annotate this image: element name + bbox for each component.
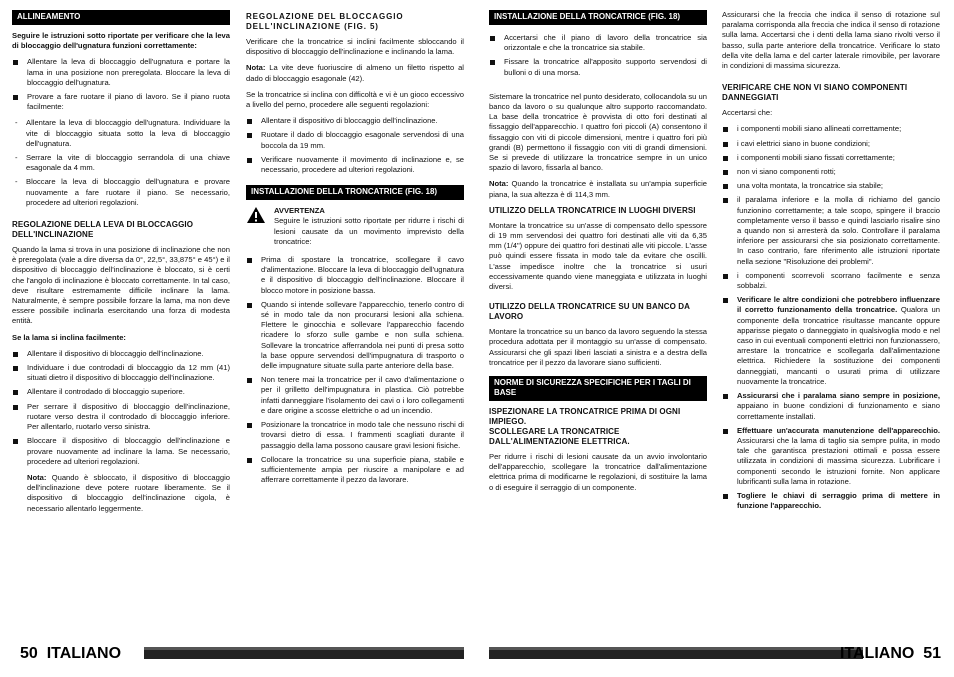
item-text: Qualora un componente della troncatrice risultasse mancante oppure apparisse piegato o danneggiato in qualsivoglia modo e nel caso in cui eventuali componenti elettrici non funzionassero, arrestare la troncatrice e scollegarla dall'alimentazione elettrica. Richiedere la sostituzione dei componenti danneggiati, mancanti o usurati prima di utilizzare nuovamente la troncatrice. <box>737 305 940 386</box>
list-item: non vi siano componenti rotti; <box>722 167 940 177</box>
paragraph: Sistemare la troncatrice nel punto desiderato, collocandola su un banco da lavoro o su qualunque altro supporto raccomandato. La base della troncatrice è provvista di otto fori destinati al fissaggio dell'apparecchio. I quattro fori piccoli (A) consentono il fissaggio con viti di piccole dimensioni, mentre i quattro fori più grandi (B) permettono il fissaggio con viti di grandi dimensioni. Se si prevede di utilizzare la troncatrice sempre in un unico spazio di lavoro, fissarla al banco. <box>489 91 707 173</box>
section-heading: VERIFICARE CHE NON VI SIANO COMPONENTI DANNEGGIATI <box>722 83 908 103</box>
warning-title: AVVERTENZA <box>274 206 325 216</box>
note-text: La vite deve fuoriuscire di almeno un filetto rispetto al dado di bloccaggio esagonale (42). <box>246 63 464 83</box>
page-number: 51 <box>923 645 941 662</box>
list-item: Verificare nuovamente il movimento di inclinazione e, se necessario, procedere ad ulteriori regolazioni. <box>246 155 464 175</box>
bullet-list <box>246 255 464 485</box>
warning-block <box>246 206 464 247</box>
footer-right <box>489 646 941 662</box>
note-label: Nota: <box>27 472 47 482</box>
note <box>489 179 707 199</box>
paragraph: Verificare che la troncatrice si inclini facilmente sbloccando il dispositivo di bloccaggio dell'inclinazione e inclinando la lama. <box>246 37 464 57</box>
list-item: i componenti mobili siano allineati correttamente; <box>722 124 940 134</box>
list-item: Fissare la troncatrice all'apposito supporto servendosi di bulloni o di una morsa. <box>489 57 707 77</box>
note-label: Nota: <box>246 63 266 73</box>
section-heading: REGOLAZIONE DELLA LEVA DI BLOCCAGGIO DELL'INCLINAZIONE <box>12 220 194 240</box>
warning-text: Seguire le istruzioni sotto riportate per ridurre i rischi di lesioni causate da un movimento imprevisto della troncatrice: <box>274 216 464 246</box>
item-lead: Verificare le altre condizioni che potrebbero influenzare il corretto funzionamento della troncatrice. <box>737 295 940 315</box>
item-text: appaiano in buone condizioni di funzionamento e siano correttamente installati. <box>737 401 940 421</box>
note <box>246 63 464 83</box>
bullet-list <box>722 124 940 511</box>
paragraph: Montare la troncatrice su un'asse di compensato dello spessore di 19 mm servendosi dei quattro fori destinati alle viti da 6,35 mm (1/4") oppure dei quattro fori destinati alle viti piccole. L'asse può quindi essere fissata in modo tale da evitare che oscilli. L'asse impedisce inoltre che la troncatrice si usuri eccessivamente quando viene maneggiata e utilizzata in luoghi diversi. <box>489 220 707 292</box>
list-item <box>722 295 940 387</box>
paragraph: Montare la troncatrice su un banco da lavoro seguendo la stessa procedura adottata per il montaggio su un'asse di compensato. Assicurarsi che gli spazi liberi lasciati a sinistra e a destra della troncatrice per il pezzo da lavorare siano sufficienti. <box>489 327 707 367</box>
section-heading: UTILIZZO DELLA TRONCATRICE IN LUOGHI DIVERSI <box>489 205 696 215</box>
list-item: il paralama inferiore e la molla di richiamo del gancio funzionino correttamente; a tale scopo, spingere il braccio completamente verso il basso e quindi lasciarlo risalire sino a quando non si arresterà da solo. Controllare il paralama inferiore per assicurarsi che sia posizionato correttamente. In caso contrario, fare riferimento alle istruzioni riportate nella sezione "Risoluzione dei problemi". <box>722 195 940 266</box>
dash-item: - Allentare la leva di bloccaggio dell'ugnatura. Individuare la vite di bloccaggio situata sotto la leva di bloccaggio dell'ugnatura. <box>12 118 230 149</box>
section-heading: UTILIZZO DELLA TRONCATRICE SU UN BANCO DA LAVORO <box>489 302 690 322</box>
bullet-list <box>12 349 230 467</box>
list-item: Collocare la troncatrice su una superficie piana, stabile e sufficientemente ampia per riuscire a manipolare e ad afferrare correttamente il pezzo da lavorare. <box>246 455 464 486</box>
list-item: Quando si intende sollevare l'apparecchio, tenerlo contro di sé in modo tale da non procurarsi lesioni alla schiena. Flettere le ginocchia e sollevare l'apparecchio facendo ricadere lo sforzo sulle gambe e non sulla schiena. Sollevare la troncatrice afferrandola nei punti di presa sotto la base oppure servendosi dell'impugnatura di trasporto o delle impugnature situate sulla parte anteriore della base. <box>246 300 464 371</box>
list-item: i componenti scorrevoli scorrano facilmente e senza sobbalzi. <box>722 271 940 291</box>
list-item: Allentare il dispositivo di bloccaggio dell'inclinazione. <box>12 349 230 359</box>
section-header-norme: NORME DI SICUREZZA SPECIFICHE PER I TAGLI DI BASE <box>489 376 707 401</box>
list-item: Togliere le chiavi di serraggio prima di mettere in funzione l'apparecchio. <box>722 491 940 511</box>
list-item <box>722 391 940 422</box>
intro-text: Seguire le istruzioni sotto riportate per verificare che la leva di bloccaggio dell'ugnatura funzioni correttamente: <box>12 31 230 51</box>
dash-item: - Bloccare la leva di bloccaggio dell'ugnatura e provare nuovamente a fare ruotare il piano. Se necessario, procedere ad ulteriori regolazioni. <box>12 177 230 208</box>
paragraph: Quando la lama si trova in una posizione di inclinazione che non è preregolata (vale a dire diversa da 0°, 22,5°, 33,875° e 45°) e il dispositivo di bloccaggio dell'inclinazione è bloccato, si è certi che l'angolo di inclinazione è bloccato correttamente. In tal caso, deve risultare estremamente difficile inclinare la lama. Naturalmente, è sempre possibile forzare la lama, ma non deve essere possibile inclinarla esercitando una forza di modesta entità. <box>12 245 230 326</box>
item-lead: Effettuare un'accurata manutenzione dell'apparecchio. <box>737 425 940 435</box>
list-item: una volta montata, la troncatrice sia stabile; <box>722 181 940 191</box>
list-item: i componenti mobili siano fissati correttamente; <box>722 153 940 163</box>
language-label: ITALIANO <box>839 645 915 662</box>
column-2 <box>246 10 464 491</box>
item-lead: Assicurarsi che i paralama siano sempre in posizione, <box>737 391 940 401</box>
list-item: Allentare la leva di bloccaggio dell'ugnatura e portare la lama in una posizione non preregolata. Bloccare la leva di bloccaggio dell'ugnatura. <box>12 57 230 88</box>
note <box>12 473 230 514</box>
dash-item: - Serrare la vite di bloccaggio serrandola di una chiave esagonale da 4 mm. <box>12 153 230 173</box>
list-item: Prima di spostare la troncatrice, scollegare il cavo d'alimentazione. Bloccare la leva di bloccaggio dell'ugnatura e il dispositivo di bloccaggio dell'inclinazione. Bloccare il blocco motore in posizione bassa. <box>246 255 464 296</box>
column-1 <box>12 10 230 518</box>
list-item: Ruotare il dado di bloccaggio esagonale servendosi di una boccola da 19 mm. <box>246 130 464 150</box>
section-heading: ISPEZIONARE LA TRONCATRICE PRIMA DI OGNI IMPIEGO. <box>489 407 681 427</box>
page-number: 50 <box>20 645 38 662</box>
section-heading: REGOLAZIONE DEL BLOCCAGGIO DELL'INCLINAZIONE (FIG. 5) <box>246 12 404 31</box>
bullet-list <box>246 116 464 175</box>
bullet-list <box>12 57 230 112</box>
list-item <box>722 426 940 487</box>
footer-rule <box>489 650 863 659</box>
item-text: Assicurarsi che la lama di taglio sia sempre pulita, in modo tale che garantisca prestazioni ottimali e possa essere utilizzata in condizioni di massima sicurezza. Lubrificare i componenti secondo le istruzioni fornite. Non applicare lubrificanti sulla lama in rotazione. <box>737 435 940 486</box>
section-header-allineamento: ALLINEAMENTO <box>12 10 230 25</box>
footer-left <box>12 646 464 662</box>
list-item: Allentare il dispositivo di bloccaggio dell'inclinazione. <box>246 116 464 126</box>
footer-rule <box>144 650 464 659</box>
note-text: Quando è sbloccato, il dispositivo di bloccaggio dell'inclinazione deve potere ruotare liberamente. Se il dispositivo di bloccaggio dell'inclinazione cigola, è necessario allentarlo leggermente. <box>27 472 230 513</box>
list-item: Accertarsi che il piano di lavoro della troncatrice sia orizzontale e che la troncatrice sia stabile. <box>489 33 707 53</box>
paragraph: Accertarsi che: <box>722 108 773 118</box>
page-footer-right-label <box>840 646 941 662</box>
section-header-installazione: INSTALLAZIONE DELLA TRONCATRICE (FIG. 18) <box>489 10 707 25</box>
section-heading: SCOLLEGARE LA TRONCATRICE DALL'ALIMENTAZIONE ELETTRICA. <box>489 427 630 447</box>
list-item: Per serrare il dispositivo di bloccaggio dell'inclinazione, ruotare verso destra il controdado di bloccaggio inferiore. Per allentarlo, ruotarlo verso sinistra. <box>12 402 230 433</box>
list-item: Provare a fare ruotare il piano di lavoro. Se il piano ruota facilmente: <box>12 92 230 112</box>
column-4 <box>722 10 940 517</box>
warning-icon <box>246 206 266 247</box>
list-item: Non tenere mai la troncatrice per il cavo d'alimentazione o per il grilletto dell'impugnatura in plastica. Ciò potrebbe infatti danneggiare l'isolamento dei cavi o i loro collegamenti e dare origine a scosse elettriche o ad un incendio. <box>246 375 464 416</box>
section-header-installazione: INSTALLAZIONE DELLA TRONCATRICE (FIG. 18) <box>246 185 464 200</box>
note-text: Quando la troncatrice è installata su un'ampia superficie piana, la sua altezza è di 114,3 mm. <box>489 179 707 199</box>
page-footer-left-label <box>20 646 121 662</box>
list-item: i cavi elettrici siano in buone condizioni; <box>722 139 940 149</box>
bullet-list <box>489 33 707 78</box>
paragraph: Per ridurre i rischi di lesioni causate da un avvio involontario dell'apparecchio, scollegare la troncatrice dall'alimentazione elettrica prima di modificarne le regolazioni, di sostituire la lama o di eseguire il serraggio di un componente. <box>489 452 707 492</box>
paragraph: Assicurarsi che la freccia che indica il senso di rotazione sul paralama corrisponda alla freccia che indica il senso di rotazione sulla lama. Accertarsi che i denti della lama siano rivolti verso il basso, sulla parte anteriore della troncatrice. Verificare lo stato della vite della lama e del carter laterale rimovibile, per lavorare in condizioni di massima sicurezza. <box>722 10 940 71</box>
list-item: Allentare il controdado di bloccaggio superiore. <box>12 387 230 397</box>
column-3 <box>489 10 707 499</box>
list-item: Individuare i due controdadi di bloccaggio da 12 mm (41) situati dietro il dispositivo di bloccaggio dell'inclinazione. <box>12 363 230 383</box>
list-item: Posizionare la troncatrice in modo tale che nessuno rischi di trovarsi dietro di essa. I frammenti scagliati durante il passaggio della lama possono causare gravi lesioni fisiche. <box>246 420 464 451</box>
sub-heading: Se la lama si inclina facilmente: <box>12 332 126 342</box>
note-label: Nota: <box>489 179 509 189</box>
language-label: ITALIANO <box>46 645 122 662</box>
paragraph: Se la troncatrice si inclina con difficoltà e vi è un gioco eccessivo a livello del perno, procedere alle seguenti regolazioni: <box>246 89 464 110</box>
list-item: Bloccare il dispositivo di bloccaggio dell'inclinazione e provare nuovamente ad inclinare la lama. Se necessario, procedere ad ulteriori regolazioni. <box>12 436 230 467</box>
